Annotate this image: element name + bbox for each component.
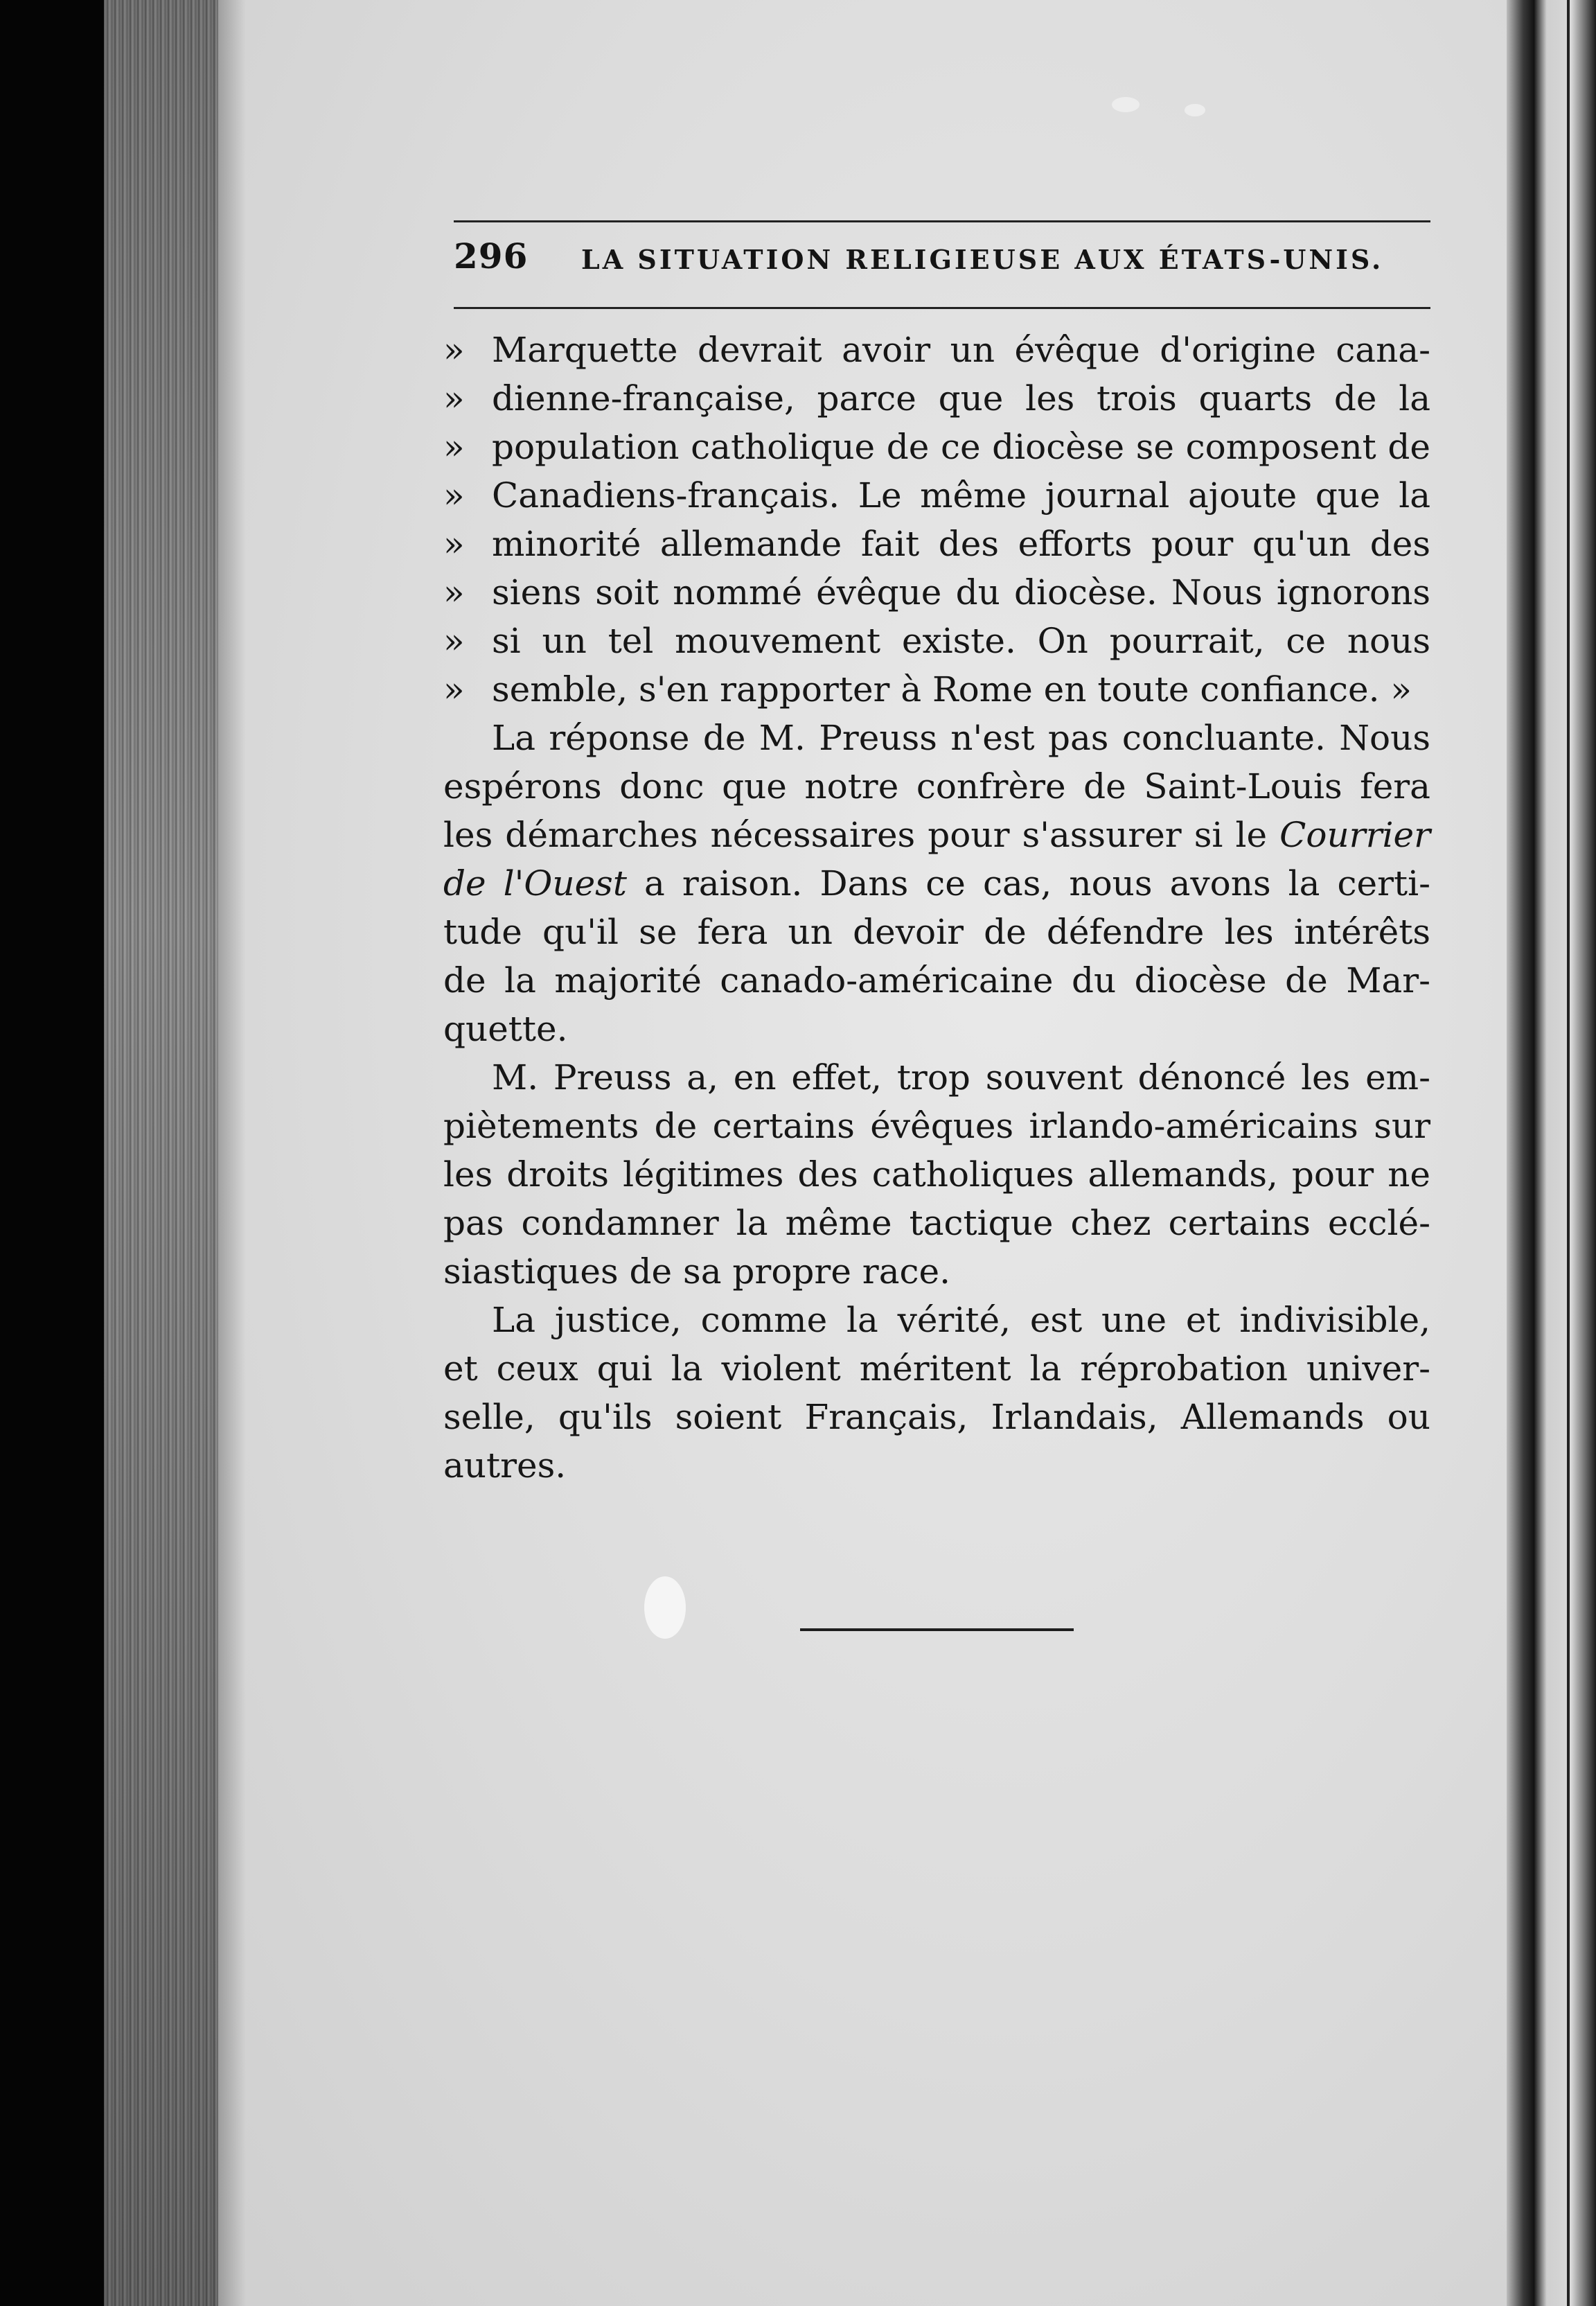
paragraph-line: La réponse de M. Preuss n'est pas concluante. Nous	[492, 718, 1430, 758]
header-rule-bottom	[454, 307, 1430, 309]
quote-line	[443, 617, 1430, 665]
line-text: les démarches nécessaires pour s'assurer si le	[443, 815, 1268, 855]
quote-line	[443, 568, 1430, 617]
paragraph-justice	[443, 1296, 1430, 1490]
paragraph-line	[443, 811, 1430, 859]
page-number: 296	[454, 236, 529, 276]
quoted-passage	[443, 326, 1430, 714]
paragraph-preuss	[443, 1053, 1430, 1296]
quote-line-text: minorité allemande fait des efforts pour qu'un des	[492, 524, 1430, 564]
quote-mark: »	[443, 330, 465, 370]
quote-mark: »	[443, 572, 465, 613]
newspaper-title: de l'Ouest	[443, 863, 627, 904]
paragraph-line: M. Preuss a, en effet, trop souvent dénoncé les em-	[492, 1057, 1430, 1098]
paragraph-line: piètements de certains évêques irlando-américains sur	[443, 1106, 1430, 1146]
paragraph-line: autres.	[443, 1445, 567, 1486]
paragraph-line: tude qu'il se fera un devoir de défendre les intérêts	[443, 912, 1430, 952]
body-text	[443, 326, 1430, 1490]
quote-line	[443, 471, 1430, 520]
quote-mark: »	[443, 427, 465, 467]
quote-line-text: population catholique de ce diocèse se composent de	[492, 427, 1430, 467]
quote-line	[443, 665, 1430, 714]
quote-mark: »	[443, 378, 465, 419]
paragraph-line: selle, qu'ils soient Français, Irlandais, Allemands ou	[443, 1397, 1430, 1437]
paragraph-line: La justice, comme la vérité, est une et indivisible,	[492, 1300, 1430, 1340]
running-title: LA SITUATION RELIGIEUSE AUX ÉTATS-UNIS.	[581, 244, 1384, 275]
closing-rule	[800, 1628, 1074, 1631]
paragraph-line: quette.	[443, 1009, 568, 1049]
paragraph-line: et ceux qui la violent méritent la réprobation univer-	[443, 1348, 1430, 1389]
quote-line-text: Marquette devrait avoir un évêque d'origine cana-	[492, 330, 1430, 370]
scan-speck	[1185, 104, 1205, 116]
quote-mark: »	[443, 669, 465, 710]
header-rule-top	[454, 220, 1430, 222]
paragraph-line: siastiques de sa propre race.	[443, 1251, 951, 1292]
quote-mark: »	[443, 621, 465, 661]
quote-line	[443, 520, 1430, 568]
quote-line	[443, 423, 1430, 471]
quote-line-text: siens soit nommé évêque du diocèse. Nous ignorons	[492, 572, 1430, 613]
line-text: a raison. Dans ce cas, nous avons la certi-	[644, 863, 1430, 904]
running-head	[454, 236, 1430, 291]
quote-line-text: Canadiens-français. Le même journal ajoute que la	[492, 475, 1430, 516]
quote-line	[443, 326, 1430, 374]
quote-mark: »	[443, 524, 465, 564]
book-page-edges	[104, 0, 218, 2306]
book-gutter	[1507, 0, 1534, 2306]
quote-line	[443, 374, 1430, 423]
paragraph-line	[443, 859, 1430, 908]
quote-line-text: si un tel mouvement existe. On pourrait, ce nous	[492, 621, 1430, 661]
paragraph-line: espérons donc que notre confrère de Saint-Louis fera	[443, 766, 1430, 807]
paragraph-response	[443, 714, 1430, 1053]
scan-speck	[644, 1576, 686, 1639]
paragraph-line: pas condamner la même tactique chez certains ecclé-	[443, 1203, 1430, 1243]
paragraph-line: de la majorité canado-américaine du diocèse de Mar-	[443, 960, 1430, 1001]
quote-line-text: dienne-française, parce que les trois quarts de la	[492, 378, 1430, 419]
quote-mark: »	[443, 475, 465, 516]
scan-border-left	[0, 0, 104, 2306]
next-page-edge	[1534, 0, 1596, 2306]
paragraph-line: les droits légitimes des catholiques allemands, pour ne	[443, 1154, 1430, 1195]
next-page-fold-line	[1567, 0, 1570, 2306]
newspaper-title: Courrier	[1279, 815, 1430, 855]
quote-line-text: semble, s'en rapporter à Rome en toute confiance. »	[492, 669, 1412, 710]
scan-speck	[1112, 97, 1140, 112]
